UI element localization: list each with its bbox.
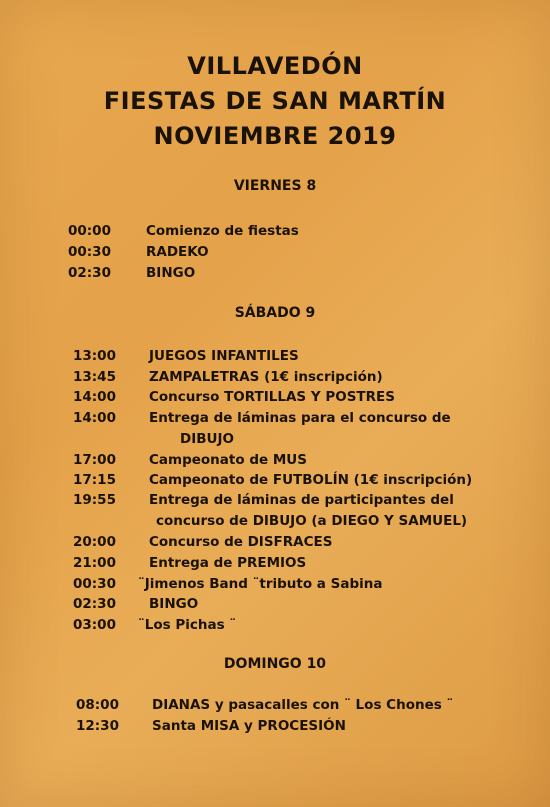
- event-text-continuation: DIBUJO: [180, 431, 234, 447]
- day-heading-sabado: SÁBADO 9: [234, 305, 316, 321]
- event-text: ¨Jimenos Band ¨tributo a Sabina: [138, 576, 383, 592]
- event-text: Comienzo de fiestas: [146, 223, 299, 239]
- event-text: ¨Los Pichas ¨: [138, 617, 237, 633]
- event-time: 13:00: [73, 348, 116, 364]
- event-time: 14:00: [73, 389, 116, 405]
- event-text: Campeonato de MUS: [149, 452, 307, 468]
- event-text: Entrega de láminas para el concurso de: [149, 410, 451, 426]
- event-time: 14:00: [73, 410, 116, 426]
- event-text: Entrega de láminas de participantes del: [149, 492, 454, 508]
- event-text: BINGO: [146, 265, 196, 281]
- event-time: 00:30: [68, 244, 111, 260]
- event-text: Campeonato de FUTBOLÍN (1€ inscripción): [149, 472, 473, 488]
- event-text: RADEKO: [146, 244, 209, 260]
- event-time: 20:00: [73, 534, 116, 550]
- event-time: 00:30: [73, 576, 116, 592]
- poster-title-date: NOVIEMBRE 2019: [153, 122, 397, 150]
- event-text: BINGO: [149, 596, 199, 612]
- event-time: 00:00: [68, 223, 111, 239]
- event-text: Entrega de PREMIOS: [149, 555, 307, 571]
- event-time: 03:00: [73, 617, 116, 633]
- poster-title-fiestas: FIESTAS DE SAN MARTÍN: [103, 87, 447, 115]
- event-text: DIANAS y pasacalles con ¨ Los Chones ¨: [152, 697, 454, 713]
- event-text: ZAMPALETRAS (1€ inscripción): [149, 369, 383, 385]
- event-time: 17:00: [73, 452, 116, 468]
- day-heading-domingo: DOMINGO 10: [223, 656, 327, 672]
- event-text: Concurso de DISFRACES: [149, 534, 333, 550]
- poster-title-town: VILLAVEDÓN: [187, 52, 363, 80]
- event-time: 19:55: [73, 492, 116, 508]
- event-time: 21:00: [73, 555, 116, 571]
- day-heading-viernes: VIERNES 8: [233, 178, 317, 194]
- event-time: 08:00: [76, 697, 119, 713]
- event-text: Santa MISA y PROCESIÓN: [152, 718, 346, 734]
- event-text: JUEGOS INFANTILES: [149, 348, 299, 364]
- event-text-continuation: concurso de DIBUJO (a DIEGO Y SAMUEL): [156, 513, 468, 529]
- event-time: 17:15: [73, 472, 116, 488]
- event-time: 02:30: [73, 596, 116, 612]
- event-text: Concurso TORTILLAS Y POSTRES: [149, 389, 395, 405]
- event-time: 02:30: [68, 265, 111, 281]
- event-time: 12:30: [76, 718, 119, 734]
- event-time: 13:45: [73, 369, 116, 385]
